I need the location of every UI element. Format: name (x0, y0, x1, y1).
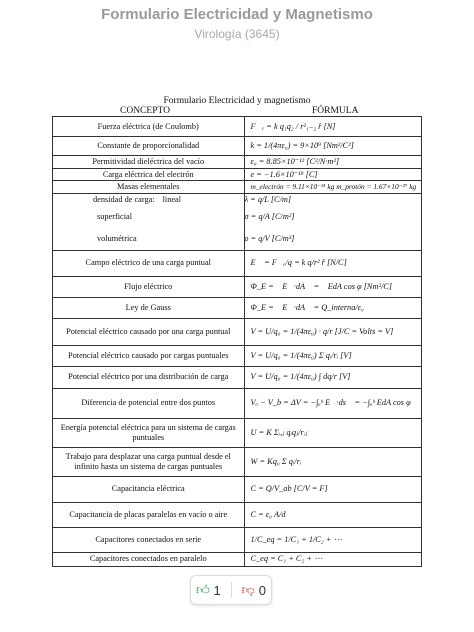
concept-cell: Permitividad dieléctrica del vacío (53, 156, 245, 169)
thumbs-down-icon: 👎︎ (241, 582, 255, 597)
density-row-lineal (53, 194, 244, 206)
formula-cell: ε₀ = 8.85×10⁻¹² [C²/N·m²] (244, 156, 422, 169)
density-concept-cell (53, 193, 245, 250)
formula-cell: Φ_E = ∮E⃗·dA⃗ = ∮EdA cos φ [Nm²/C] (244, 276, 422, 297)
formula-cell: U = K Σᵢ,ⱼ qᵢqⱼ/rᵢⱼ (244, 418, 422, 447)
upvote-count: 1 (213, 582, 221, 598)
column-header-formula: FÓRMULA (312, 106, 359, 116)
concept-cell: Flujo eléctrico (53, 276, 245, 297)
table-row (53, 418, 422, 447)
table-row (53, 181, 422, 193)
concept-cell: Fuerza eléctrica (de Coulomb) (53, 117, 245, 137)
density-superficial-formula: σ = q/A [C/m²] (244, 211, 295, 221)
formula-cell: m_electrón = 9.11×10⁻³¹ kg m_protón = 1.67×10⁻²⁷ kg (244, 181, 422, 193)
table-row (53, 193, 422, 250)
formula-cell: W = Kq₀ Σ qᵢ/rᵢ (244, 447, 422, 476)
density-lineal-formula: λ = q/L [C/m] (244, 194, 292, 204)
density-formula-cell (244, 193, 422, 250)
density-label: densidad de carga: (93, 194, 155, 204)
formula-cell: e = −1.6×10⁻¹⁹ [C] (244, 169, 422, 181)
concept-cell: Trabajo para desplazar una carga puntual desde el infinito hasta un sistema de cargas puntuales (53, 447, 245, 476)
thumbs-up-icon: 👍︎ (195, 582, 210, 597)
table-row (53, 137, 422, 156)
formula-cell: V = U/q₀ = 1/(4πε₀) Σ qᵢ/rᵢ [V] (244, 345, 422, 366)
formula-cell: C = ε₀ A/d (244, 502, 422, 527)
upvote-button[interactable] (196, 582, 221, 598)
table-row (53, 156, 422, 169)
concept-cell: Potencial eléctrico causado por una carga puntual (53, 318, 245, 345)
table-row (53, 447, 422, 476)
table-row (53, 297, 422, 318)
table-row (53, 552, 422, 566)
density-lineal-label: lineal (162, 194, 182, 204)
formula-cell: F⃗ₑ = k q₁q₂ / r²₁₋₂ r̂ [N] (244, 117, 422, 137)
table-row (53, 169, 422, 181)
concept-cell: Masas elementales (53, 181, 245, 193)
table-row (53, 345, 422, 366)
concept-cell: Potencial eléctrico por una distribución de carga (53, 366, 245, 388)
density-volumetrica-label: volumétrica (97, 233, 137, 243)
table-row (53, 366, 422, 388)
course-subtitle[interactable]: Virología (3645) (194, 27, 280, 41)
density-volumetrica-formula: ρ = q/V [C/m³] (244, 233, 295, 243)
table-row (53, 318, 422, 345)
table-row (53, 117, 422, 137)
formula-cell: C = Q/V_ab [C/V = F] (244, 476, 422, 502)
concept-cell: Carga eléctrica del electrón (53, 169, 245, 181)
table-row (53, 476, 422, 502)
column-header-concepto: CONCEPTO (120, 106, 170, 116)
concept-cell: Diferencia de potencial entre dos puntos (53, 388, 245, 418)
table-row (53, 250, 422, 276)
concept-cell: Potencial eléctrico causado por cargas puntuales (53, 345, 245, 366)
downvote-count: 0 (258, 582, 267, 598)
formula-cell: 1/C_eq = 1/C₁ + 1/C₂ + ⋯ (244, 527, 422, 552)
concept-cell: Capacitores conectados en serie (53, 527, 245, 552)
formula-cell: C_eq = C₁ + C₂ + ⋯ (244, 552, 422, 566)
concept-cell: Capacitores conectados en paralelo (53, 552, 245, 566)
table-row (53, 502, 422, 527)
formulario-title: Formulario Electricidad y magnetismo (163, 96, 311, 106)
concept-cell: Constante de proporcionalidad (53, 137, 245, 156)
page-header (0, 6, 474, 41)
formula-cell: E⃗ = F⃗ₑ/q = k q/r² r̂ [N/C] (244, 250, 422, 276)
vote-widget (190, 575, 272, 605)
formula-cell: V = U/q₀ = 1/(4πε₀) · q/r [J/C = Volts = V] (244, 318, 422, 345)
concept-cell: Campo eléctrico de una carga puntual (53, 250, 245, 276)
downvote-button[interactable] (242, 582, 266, 598)
formula-table (52, 116, 422, 567)
formula-cell: Φ_E = ∮E⃗·dA⃗ = Q_interna/ε₀ (244, 297, 422, 318)
formula-cell: Vₐ − V_b = ΔV = −∫ₐᵇ E⃗·ds⃗ = −∫ₐᵇ EdA cos φ (244, 388, 422, 418)
density-superficial-label: superficial (97, 211, 133, 221)
concept-cell: Capacitancia de placas paralelas en vacío o aire (53, 502, 245, 527)
table-row (53, 276, 422, 297)
formula-cell: k = 1/(4πε₀) = 9×10⁹ [Nm²/C²] (244, 137, 422, 156)
concept-cell: Energía potencial eléctrica para un sistema de cargas puntuales (53, 418, 245, 447)
formula-cell: V = U/q₀ = 1/(4πε₀) ∫ dq/r [V] (244, 366, 422, 388)
table-row (53, 527, 422, 552)
document-title: Formulario Electricidad y Magnetismo (101, 6, 373, 23)
concept-cell: Ley de Gauss (53, 297, 245, 318)
concept-cell: Capacitancia eléctrica (53, 476, 245, 502)
table-row (53, 388, 422, 418)
vote-divider (231, 582, 232, 598)
